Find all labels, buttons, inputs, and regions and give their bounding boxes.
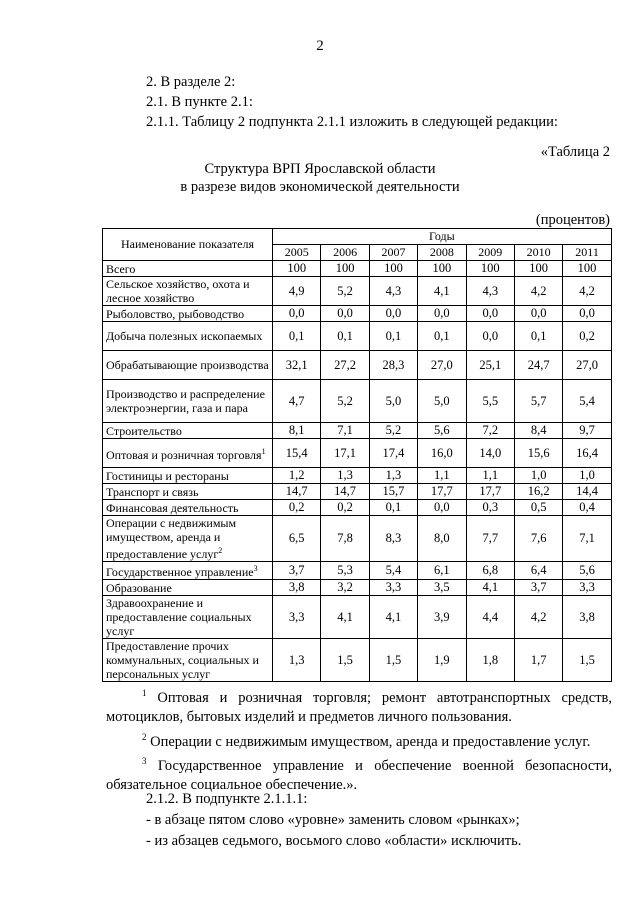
value-cell: 4,2: [563, 277, 611, 306]
page-number: 2: [316, 38, 324, 54]
row-name: Финансовая деятельность: [106, 500, 239, 515]
value-cell: 27,2: [321, 351, 369, 380]
year-header-cell: 2011: [563, 245, 611, 261]
value-cell: 5,4: [369, 562, 417, 580]
value-cell: 1,7: [514, 639, 562, 682]
value-cell: 0,1: [514, 322, 562, 351]
value-cell: 27,0: [418, 351, 466, 380]
value-cell: 7,1: [563, 516, 611, 562]
intro-line: 2.1.1. Таблицу 2 подпункта 2.1.1 изложить в следующей редакции:: [146, 114, 558, 130]
value-cell: 0,0: [563, 306, 611, 322]
value-cell: 0,0: [273, 306, 321, 322]
row-name-cell: [103, 423, 273, 439]
value-cell: 7,2: [466, 423, 514, 439]
row-name: Сельское хозяйство, охота и лесное хозяйство: [106, 277, 250, 305]
value-cell: 16,0: [418, 439, 466, 468]
row-name-cell: [103, 562, 273, 580]
value-cell: 6,4: [514, 562, 562, 580]
value-cell: 0,1: [321, 322, 369, 351]
amendment-paragraphs: [146, 789, 521, 852]
table-row: [103, 380, 612, 423]
table-title: [0, 160, 640, 196]
value-cell: 4,3: [466, 277, 514, 306]
value-cell: 5,6: [418, 423, 466, 439]
value-cell: 1,5: [369, 639, 417, 682]
intro-paragraphs: [146, 72, 558, 132]
value-cell: 3,2: [321, 580, 369, 596]
value-cell: 0,1: [418, 322, 466, 351]
value-cell: 3,9: [418, 596, 466, 639]
value-cell: 0,3: [466, 500, 514, 516]
value-cell: 4,1: [369, 596, 417, 639]
value-cell: 4,3: [369, 277, 417, 306]
value-cell: 5,5: [466, 380, 514, 423]
row-name-cell: [103, 277, 273, 306]
value-cell: 1,0: [563, 468, 611, 484]
value-cell: 32,1: [273, 351, 321, 380]
row-name: Производство и распределение электроэнергии, газа и пара: [106, 387, 265, 415]
row-name: Здравоохранение и предоставление социальных услуг: [106, 596, 252, 638]
value-cell: 8,3: [369, 516, 417, 562]
value-cell: 15,4: [273, 439, 321, 468]
table-row: [103, 580, 612, 596]
value-cell: 100: [418, 261, 466, 277]
row-name: Строительство: [106, 423, 182, 438]
value-cell: 100: [563, 261, 611, 277]
row-name-cell: [103, 439, 273, 468]
value-cell: 0,0: [514, 306, 562, 322]
value-cell: 1,5: [563, 639, 611, 682]
table-row: [103, 596, 612, 639]
value-cell: 4,4: [466, 596, 514, 639]
row-name: Добыча полезных ископаемых: [106, 329, 263, 343]
value-cell: 1,1: [418, 468, 466, 484]
title-line-1: Структура ВРП Ярославской области: [204, 161, 436, 177]
value-cell: 25,1: [466, 351, 514, 380]
row-name: Оптовая и розничная торговля: [106, 447, 262, 462]
year-header-cell: 2006: [321, 245, 369, 261]
value-cell: 14,7: [321, 484, 369, 500]
value-cell: 5,6: [563, 562, 611, 580]
value-cell: 14,7: [273, 484, 321, 500]
value-cell: 1,3: [369, 468, 417, 484]
value-cell: 0,1: [369, 322, 417, 351]
value-cell: 4,1: [321, 596, 369, 639]
footnote-number: 3: [142, 756, 147, 767]
value-cell: 3,7: [273, 562, 321, 580]
value-cell: 16,2: [514, 484, 562, 500]
value-cell: 5,4: [563, 380, 611, 423]
row-name-cell: [103, 580, 273, 596]
value-cell: 7,8: [321, 516, 369, 562]
value-cell: 5,2: [369, 423, 417, 439]
footnote-mark: 2: [218, 546, 223, 555]
value-cell: 6,5: [273, 516, 321, 562]
value-cell: 1,5: [321, 639, 369, 682]
table-row: [103, 277, 612, 306]
value-cell: 4,1: [466, 580, 514, 596]
unit-label: (процентов): [535, 212, 610, 228]
year-header-cell: 2005: [273, 245, 321, 261]
table-row: [103, 261, 612, 277]
value-cell: 9,7: [563, 423, 611, 439]
value-cell: 0,0: [369, 306, 417, 322]
row-name-cell: [103, 500, 273, 516]
value-cell: 3,3: [369, 580, 417, 596]
value-cell: 6,1: [418, 562, 466, 580]
row-name-cell: [103, 596, 273, 639]
value-cell: 5,0: [418, 380, 466, 423]
row-name: Образование: [106, 580, 172, 595]
row-name-cell: [103, 468, 273, 484]
footnote-mark: 1: [261, 446, 266, 456]
row-name-cell: [103, 351, 273, 380]
value-cell: 28,3: [369, 351, 417, 380]
value-cell: 0,0: [466, 322, 514, 351]
value-cell: 5,2: [321, 277, 369, 306]
value-cell: 1,2: [273, 468, 321, 484]
value-cell: 0,0: [466, 306, 514, 322]
column-header-name: Наименование показателя: [103, 229, 273, 261]
row-name-cell: [103, 484, 273, 500]
value-cell: 100: [273, 261, 321, 277]
value-cell: 1,1: [466, 468, 514, 484]
value-cell: 0,4: [563, 500, 611, 516]
value-cell: 100: [514, 261, 562, 277]
value-cell: 3,8: [273, 580, 321, 596]
value-cell: 1,0: [514, 468, 562, 484]
row-name: Рыболовство, рыбоводство: [106, 306, 245, 321]
value-cell: 7,6: [514, 516, 562, 562]
value-cell: 14,0: [466, 439, 514, 468]
row-name-cell: [103, 639, 273, 682]
row-name: Предоставление прочих коммунальных, социальных и персональных услуг: [106, 639, 259, 681]
value-cell: 6,8: [466, 562, 514, 580]
value-cell: 3,3: [563, 580, 611, 596]
year-header-cell: 2010: [514, 245, 562, 261]
value-cell: 17,1: [321, 439, 369, 468]
value-cell: 0,1: [369, 500, 417, 516]
footnotes: [106, 684, 612, 796]
row-name: Транспорт и связь: [106, 484, 199, 499]
intro-line: 2. В разделе 2:: [146, 74, 236, 90]
value-cell: 4,2: [514, 277, 562, 306]
title-line-2: в разрезе видов экономической деятельности: [180, 179, 460, 195]
footnote-text: Оптовая и розничная торговля; ремонт автотранспортных средств, мотоциклов, бытовых изделий и предметов личного пользования.: [106, 689, 613, 726]
footnote-mark: 3: [253, 564, 258, 573]
row-name: Гостиницы и рестораны: [106, 468, 229, 483]
value-cell: 7,7: [466, 516, 514, 562]
amendment-line: 2.1.2. В подпункте 2.1.1.1:: [146, 791, 308, 807]
table-row: [103, 351, 612, 380]
row-name-cell: [103, 516, 273, 562]
value-cell: 0,2: [563, 322, 611, 351]
row-name-cell: [103, 322, 273, 351]
value-cell: 1,3: [273, 639, 321, 682]
year-header-cell: 2008: [418, 245, 466, 261]
value-cell: 14,4: [563, 484, 611, 500]
value-cell: 5,3: [321, 562, 369, 580]
footnote-number: 1: [142, 688, 147, 698]
table-row: [103, 484, 612, 500]
value-cell: 3,7: [514, 580, 562, 596]
row-name: Всего: [106, 261, 136, 276]
value-cell: 100: [466, 261, 514, 277]
year-header-cell: 2007: [369, 245, 417, 261]
row-name: Операции с недвижимым имуществом, аренда и предоставление услуг: [106, 516, 237, 561]
value-cell: 27,0: [563, 351, 611, 380]
value-cell: 16,4: [563, 439, 611, 468]
value-cell: 0,2: [321, 500, 369, 516]
table-row: [103, 306, 612, 322]
row-name-cell: [103, 261, 273, 277]
footnote: [106, 684, 612, 728]
footnote-text: Государственное управление и обеспечение военной безопасности, обязательное социальное обеспечение.».: [106, 757, 612, 794]
value-cell: 100: [321, 261, 369, 277]
value-cell: 8,1: [273, 423, 321, 439]
value-cell: 5,2: [321, 380, 369, 423]
table-row: [103, 322, 612, 351]
value-cell: 3,8: [563, 596, 611, 639]
amendment-line: - из абзацев седьмого, восьмого слово «области» исключить.: [146, 833, 522, 849]
intro-line: 2.1. В пункте 2.1:: [146, 94, 253, 110]
value-cell: 4,2: [514, 596, 562, 639]
value-cell: 5,7: [514, 380, 562, 423]
table-row: [103, 562, 612, 580]
table-row: [103, 639, 612, 682]
value-cell: 3,3: [273, 596, 321, 639]
row-name-cell: [103, 306, 273, 322]
footnote-number: 2: [142, 731, 147, 742]
value-cell: 0,0: [418, 500, 466, 516]
value-cell: 15,7: [369, 484, 417, 500]
row-name: Обрабатывающие производства: [106, 358, 269, 372]
value-cell: 5,0: [369, 380, 417, 423]
value-cell: 24,7: [514, 351, 562, 380]
amendment-line: - в абзаце пятом слово «уровне» заменить словом «рынках»;: [146, 812, 520, 828]
vrp-structure-table: [102, 228, 612, 682]
value-cell: 1,8: [466, 639, 514, 682]
value-cell: 4,7: [273, 380, 321, 423]
value-cell: 0,0: [418, 306, 466, 322]
value-cell: 8,0: [418, 516, 466, 562]
year-header-cell: 2009: [466, 245, 514, 261]
value-cell: 8,4: [514, 423, 562, 439]
value-cell: 1,3: [321, 468, 369, 484]
value-cell: 0,1: [273, 322, 321, 351]
value-cell: 17,4: [369, 439, 417, 468]
value-cell: 4,9: [273, 277, 321, 306]
value-cell: 17,7: [418, 484, 466, 500]
column-header-years: Годы: [273, 229, 612, 245]
footnote-text: Операции с недвижимым имуществом, аренда и предоставление услуг.: [150, 733, 591, 750]
value-cell: 0,0: [321, 306, 369, 322]
value-cell: 7,1: [321, 423, 369, 439]
value-cell: 1,9: [418, 639, 466, 682]
table-row: [103, 423, 612, 439]
value-cell: 0,5: [514, 500, 562, 516]
value-cell: 17,7: [466, 484, 514, 500]
table-body: [103, 261, 612, 682]
value-cell: 0,2: [273, 500, 321, 516]
value-cell: 100: [369, 261, 417, 277]
table-row: [103, 439, 612, 468]
table-row: [103, 516, 612, 562]
footnote: [106, 728, 612, 752]
table-row: [103, 468, 612, 484]
table-label: «Таблица 2: [540, 144, 610, 160]
value-cell: 15,6: [514, 439, 562, 468]
value-cell: 4,1: [418, 277, 466, 306]
table-row: [103, 500, 612, 516]
value-cell: 3,5: [418, 580, 466, 596]
row-name-cell: [103, 380, 273, 423]
row-name: Государственное управление: [106, 565, 254, 579]
